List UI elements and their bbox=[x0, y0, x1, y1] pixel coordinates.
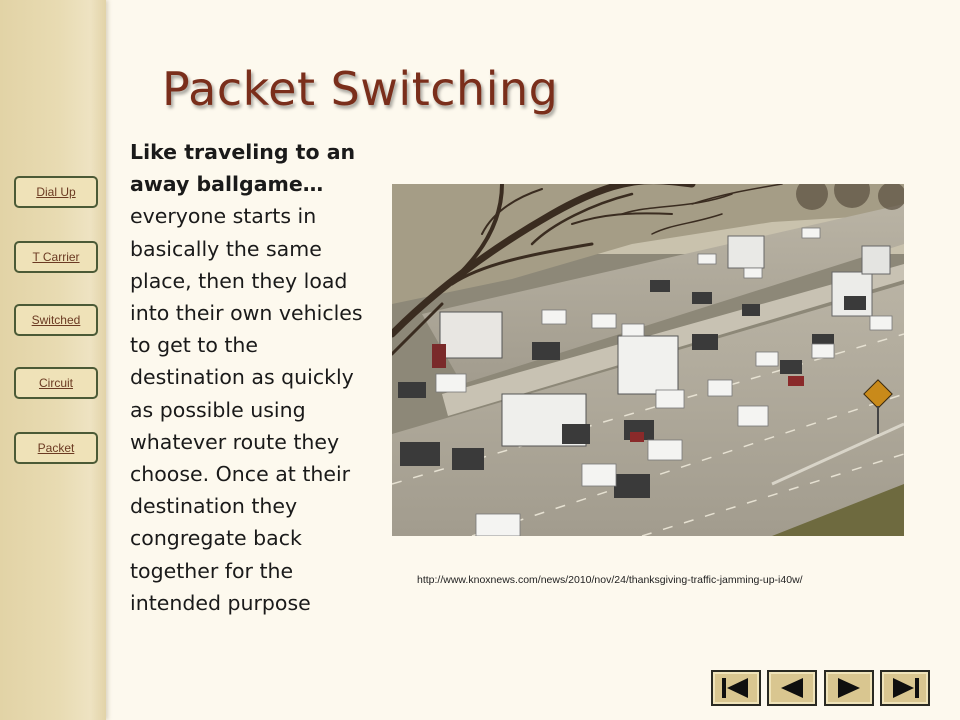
last-slide-button[interactable] bbox=[880, 670, 930, 706]
skip-to-first-icon bbox=[713, 672, 759, 704]
next-icon bbox=[826, 672, 872, 704]
highway-traffic-photo bbox=[392, 184, 904, 536]
nav-button-dial-up[interactable]: Dial Up bbox=[14, 176, 98, 208]
image-source-url: http://www.knoxnews.com/news/2010/nov/24/thanksgiving-traffic-jamming-up-i40w/ bbox=[417, 574, 803, 586]
sidebar bbox=[0, 0, 106, 720]
nav-button-circuit[interactable]: Circuit bbox=[14, 367, 98, 399]
nav-button-t-carrier[interactable]: T Carrier bbox=[14, 241, 98, 273]
first-slide-button[interactable] bbox=[711, 670, 761, 706]
nav-button-packet[interactable]: Packet bbox=[14, 432, 98, 464]
skip-to-last-icon bbox=[882, 672, 928, 704]
slide-body-text bbox=[130, 136, 366, 619]
previous-icon bbox=[769, 672, 815, 704]
slide-title: Packet Switching bbox=[162, 62, 559, 116]
previous-slide-button[interactable] bbox=[767, 670, 817, 706]
body-lead-text: Like traveling to an away ballgame… bbox=[130, 140, 356, 197]
next-slide-button[interactable] bbox=[824, 670, 874, 706]
nav-button-switched[interactable]: Switched bbox=[14, 304, 98, 336]
body-rest-text: everyone starts in basically the same place, then they load into their own vehicles to get to the destination as quickly as possible using whatever route they choose. Once at their destination they congregate back together for the intended purpose bbox=[130, 204, 363, 615]
